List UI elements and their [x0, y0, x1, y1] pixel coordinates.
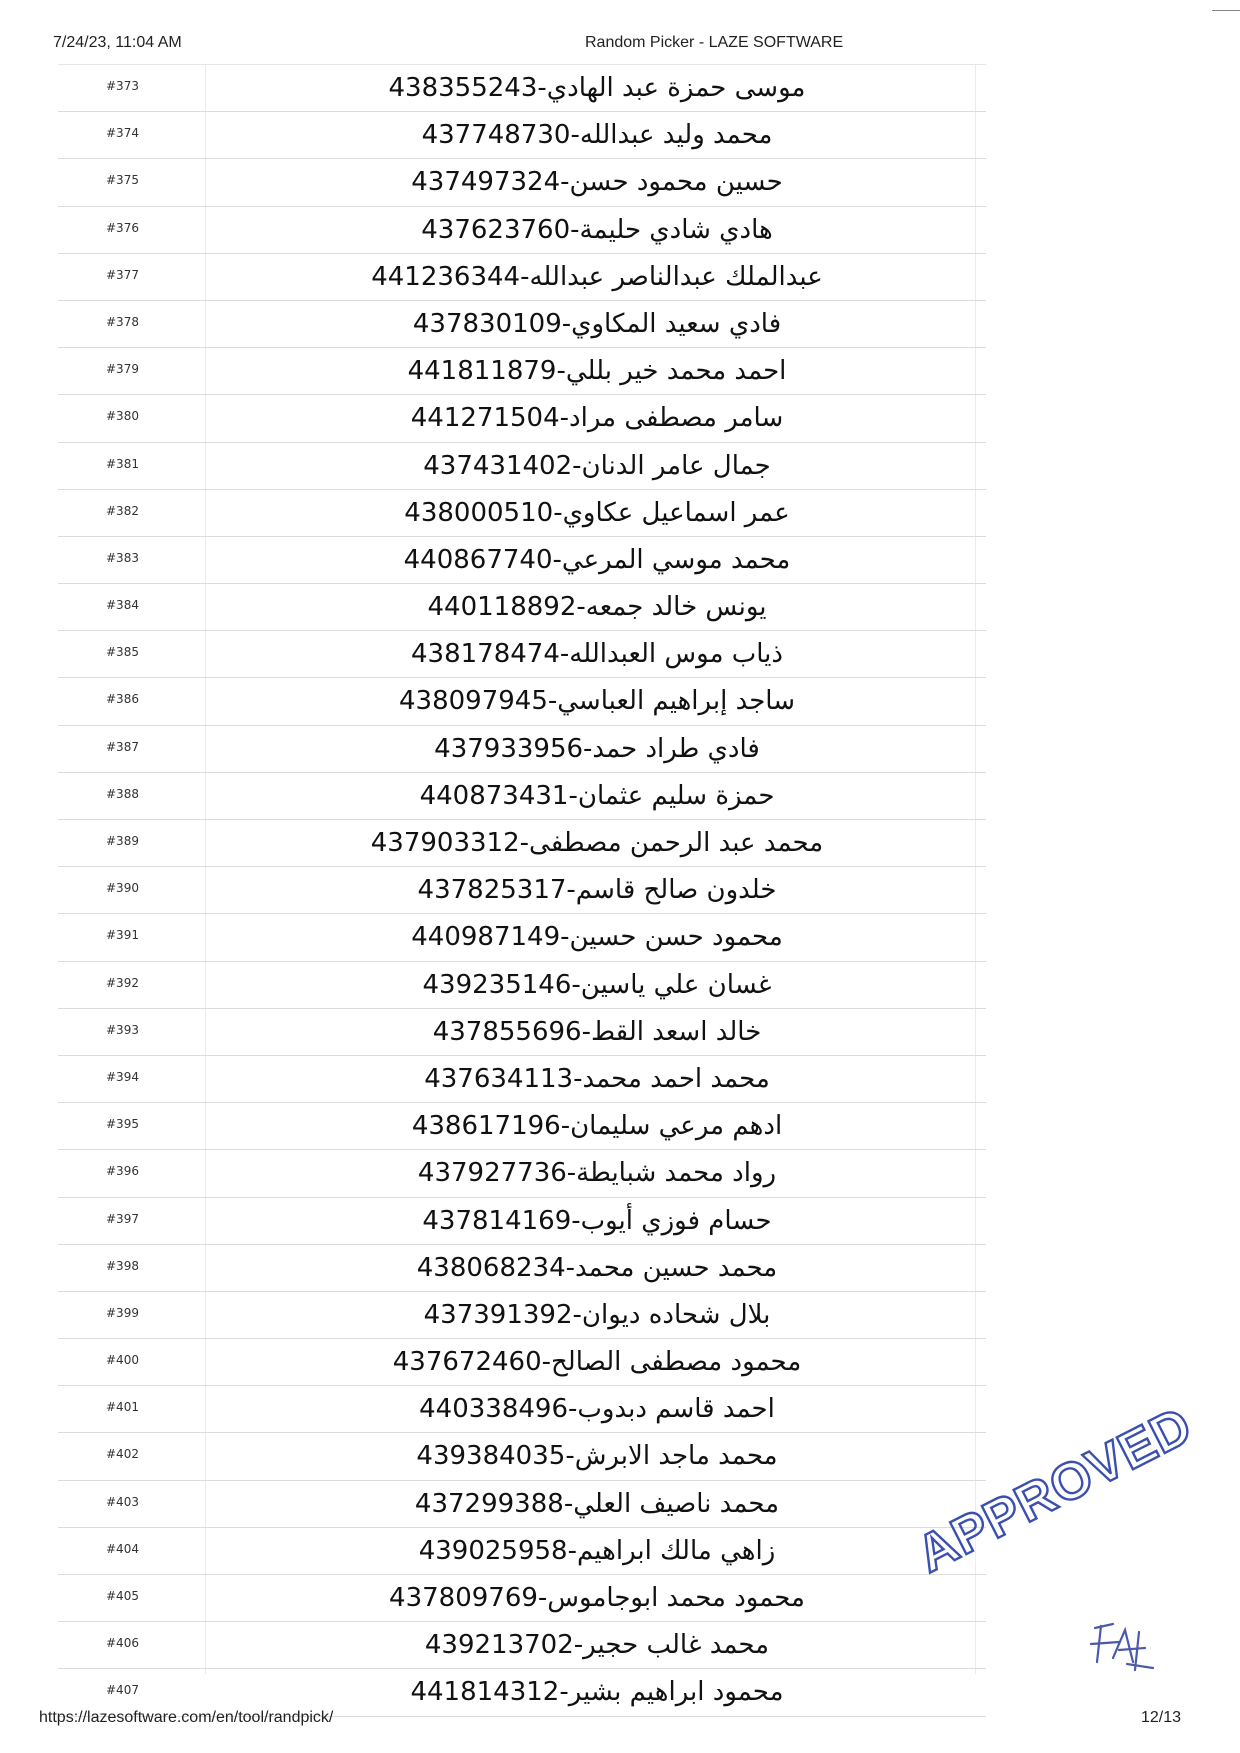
row-name: يونس خالد جمعه-440118892	[427, 592, 767, 623]
row-name: محمد موسي المرعي-440867740	[403, 544, 791, 575]
table-row	[58, 1198, 986, 1245]
row-number: #383	[106, 550, 139, 565]
row-number: #387	[106, 739, 139, 754]
table-row	[58, 1386, 986, 1433]
row-number: #390	[106, 881, 139, 896]
row-name: ذياب موس العبدالله-438178474	[411, 639, 783, 670]
results-table	[58, 64, 986, 1717]
table-row	[58, 678, 986, 725]
table-row	[58, 301, 986, 348]
row-name: محمد ناصيف العلي-437299388	[414, 1488, 780, 1519]
row-name: موسى حمزة عبد الهادي-438355243	[388, 73, 806, 103]
table-row	[58, 1009, 986, 1056]
table-row	[58, 1150, 986, 1197]
row-name: احمد محمد خير بللي-441811879	[407, 356, 787, 387]
row-name: احمد قاسم دبدوب-440338496	[419, 1394, 775, 1425]
table-row	[58, 584, 986, 631]
table-row	[58, 443, 986, 490]
row-name: حسام فوزي أيوب-437814169	[422, 1205, 772, 1236]
table-row	[58, 1528, 986, 1575]
table-row	[58, 631, 986, 678]
row-name: حمزة سليم عثمان-440873431	[419, 780, 775, 811]
row-number: #407	[106, 1683, 139, 1698]
table-row	[58, 348, 986, 395]
row-number: #396	[106, 1164, 139, 1179]
page-number: 12/13	[1141, 1709, 1182, 1726]
table-row	[58, 962, 986, 1009]
row-number: #381	[106, 456, 139, 471]
row-name: غسان علي ياسين-439235146	[422, 969, 772, 1000]
row-name: محمود محمد ابوجاموس-437809769	[389, 1583, 805, 1613]
row-number: #386	[106, 692, 139, 707]
row-number: #403	[106, 1494, 139, 1509]
table-row	[58, 64, 986, 112]
row-name: محمود مصطفى الصالح-437672460	[392, 1347, 802, 1378]
table-row	[58, 1433, 986, 1480]
row-number: #399	[106, 1305, 139, 1320]
table-row	[58, 1481, 986, 1528]
row-number: #402	[106, 1447, 139, 1462]
row-number: #401	[106, 1400, 139, 1415]
row-number: #394	[106, 1069, 139, 1084]
row-number: #388	[106, 786, 139, 801]
row-name: زاهي مالك ابراهيم-439025958	[418, 1535, 776, 1566]
table-row	[58, 820, 986, 867]
row-number: #385	[106, 645, 139, 660]
signature-mark	[1083, 1618, 1163, 1678]
footer-url: https://lazesoftware.com/en/tool/randpick/	[39, 1709, 334, 1726]
row-name: محمود ابراهيم بشير-441814312	[410, 1677, 784, 1708]
table-row	[58, 395, 986, 442]
row-name: محمد غالب حجير-439213702	[424, 1630, 770, 1661]
row-number: #384	[106, 598, 139, 613]
row-number: #404	[106, 1541, 139, 1556]
row-number: #389	[106, 834, 139, 848]
row-number: #375	[106, 173, 139, 188]
print-datetime: 7/24/23, 11:04 AM	[53, 34, 182, 51]
row-number: #373	[106, 79, 139, 93]
row-number: #374	[106, 126, 139, 141]
row-number: #405	[106, 1589, 139, 1603]
table-row	[58, 726, 986, 773]
row-name: جمال عامر الدنان-437431402	[423, 450, 771, 481]
row-name: محمد وليد عبدالله-437748730	[421, 120, 773, 151]
row-name: عبدالملك عبدالناصر عبدالله-441236344	[371, 261, 823, 292]
svg-text:APPROVED: APPROVED	[907, 1396, 1202, 1584]
table-row	[58, 1575, 986, 1622]
table-row	[58, 1245, 986, 1292]
row-name: فادي سعيد المكاوي-437830109	[412, 308, 782, 339]
row-number: #397	[106, 1211, 139, 1226]
table-row	[58, 159, 986, 206]
row-name: خالد اسعد القط-437855696	[432, 1016, 762, 1047]
row-number: #395	[106, 1117, 139, 1132]
row-number: #393	[106, 1022, 139, 1037]
row-number: #379	[106, 362, 139, 377]
row-name: بلال شحاده ديوان-437391392	[423, 1299, 771, 1330]
row-name: ادهم مرعي سليمان-438617196	[411, 1111, 783, 1142]
table-row	[58, 867, 986, 914]
row-number: #406	[106, 1636, 139, 1651]
table-row	[58, 254, 986, 301]
row-name: سامر مصطفى مراد-441271504	[410, 403, 784, 434]
row-number: #400	[106, 1353, 139, 1368]
row-name: رواد محمد شبايطة-437927736	[417, 1158, 777, 1189]
row-name: خلدون صالح قاسم-437825317	[417, 875, 777, 906]
row-number: #377	[106, 267, 139, 282]
row-name: محمد ماجد الابرش-439384035	[416, 1441, 778, 1472]
row-number: #398	[106, 1258, 139, 1273]
row-name: محمود حسن حسين-440987149	[411, 922, 783, 953]
row-name: عمر اسماعيل عكاوي-438000510	[404, 497, 790, 528]
page-title: Random Picker - LAZE SOFTWARE	[585, 34, 844, 51]
row-name: هادي شادي حليمة-437623760	[421, 214, 773, 245]
row-name: محمد احمد محمد-437634113	[424, 1063, 770, 1094]
row-name: محمد عبد الرحمن مصطفى-437903312	[370, 828, 824, 858]
table-row	[58, 112, 986, 159]
row-number: #380	[106, 409, 139, 424]
table-row	[58, 1622, 986, 1669]
table-row	[58, 490, 986, 537]
row-number: #376	[106, 220, 139, 235]
row-number: #378	[106, 314, 139, 329]
table-row	[58, 1056, 986, 1103]
table-row	[58, 1339, 986, 1386]
table-row	[58, 914, 986, 961]
table-row	[58, 1292, 986, 1339]
row-name: ساجد إبراهيم العباسي-438097945	[398, 686, 796, 717]
row-number: #391	[106, 928, 139, 943]
table-row	[58, 207, 986, 254]
row-name: محمد حسين محمد-438068234	[416, 1252, 778, 1283]
row-name: فادي طراد حمد-437933956	[434, 733, 760, 764]
corner-divider	[1212, 10, 1240, 11]
row-number: #382	[106, 503, 139, 518]
table-row	[58, 1103, 986, 1150]
table-row	[58, 537, 986, 584]
table-row	[58, 773, 986, 820]
row-number: #392	[106, 975, 139, 990]
row-name: حسين محمود حسن-437497324	[411, 167, 783, 198]
